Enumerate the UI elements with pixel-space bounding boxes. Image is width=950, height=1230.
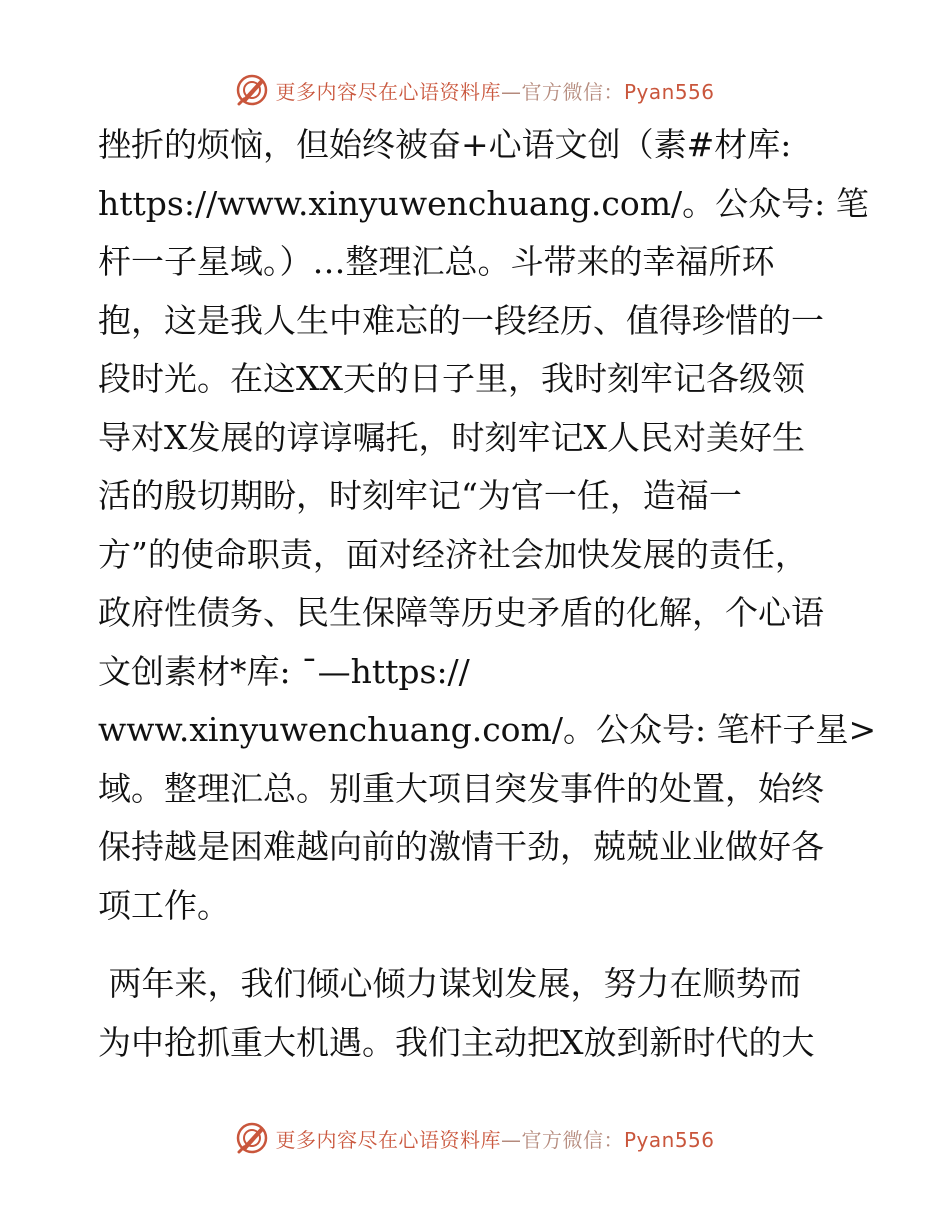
banner-separator: — xyxy=(500,1127,522,1152)
banner-wechat-label: 官方微信： xyxy=(521,79,624,104)
text-line: https://www.xinyuwenchuang.com/。公众号: 笔 xyxy=(98,183,869,223)
text-line: www.xinyuwenchuang.com/。公众号: 笔杆子星> xyxy=(98,710,877,749)
text-line: 抱，这是我人生中难忘的一段经历、值得珍惜的一 xyxy=(98,300,824,340)
brush-seal-logo-icon xyxy=(235,1121,269,1155)
header-banner xyxy=(0,70,950,110)
banner-text xyxy=(275,1124,714,1153)
text-line: 活的殷切期盼，时刻牢记“为官一任，造福一 xyxy=(98,476,742,515)
text-line: 两年来，我们倾心倾力谋划发展，努力在顺势而 xyxy=(98,964,802,1003)
paragraph-1 xyxy=(98,116,877,935)
footer-banner xyxy=(0,1118,950,1158)
text-line: 挫折的烦恼，但始终被奋+心语文创（素#材库: xyxy=(98,125,792,164)
banner-wechat-id: Pyan556 xyxy=(623,79,715,104)
brush-seal-logo-icon xyxy=(235,73,269,107)
text-line: 项工作。 xyxy=(98,885,230,925)
banner-text xyxy=(275,76,714,105)
text-line: 政府性债务、民生保障等历史矛盾的化解，个心语 xyxy=(98,593,824,632)
banner-wechat-label: 官方微信： xyxy=(521,1127,624,1152)
text-line: 文创素材*库: ¯—https:// xyxy=(98,651,470,691)
text-line: 为中抢抓重大机遇。我们主动把X放到新时代的大 xyxy=(98,1022,815,1062)
paragraph-gap xyxy=(98,935,858,955)
document-body xyxy=(98,116,877,1072)
banner-main-text: 更多内容尽在心语资料库 xyxy=(275,1127,501,1152)
text-line: 段时光。在这XX天的日子里，我时刻牢记各级领 xyxy=(98,359,805,398)
paragraph-2 xyxy=(98,955,858,1072)
banner-wechat-id: Pyan556 xyxy=(623,1127,715,1152)
banner-main-text: 更多内容尽在心语资料库 xyxy=(275,79,501,104)
text-line: 保持越是困难越向前的激情干劲，兢兢业业做好各 xyxy=(98,827,824,866)
text-line: 域。整理汇总。别重大项目突发事件的处置，始终 xyxy=(98,768,824,808)
banner-separator: — xyxy=(500,79,522,104)
text-line: 方”的使命职责，面对经济社会加快发展的责任， xyxy=(98,534,808,574)
text-line: 导对X发展的谆谆嘱托，时刻牢记X人民对美好生 xyxy=(98,417,805,457)
text-line: 杆一子星域。）…整理汇总。斗带来的幸福所环 xyxy=(98,242,775,281)
